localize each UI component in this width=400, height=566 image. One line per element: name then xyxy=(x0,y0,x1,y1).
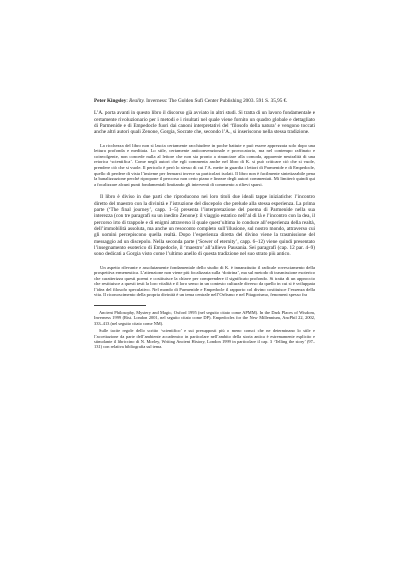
paragraph-style-note: La ricchezza del libro non si lascia certamente racchiudere in poche battute e può essere apprezzata solo dopo una lettura profonda e meditata. Lo stile, certamente anticonvenzionale e provocatorio, ma nel contempo raffinato e coinvolgente, non concede nulla al lettore che non sia pronto a rinunciare alla comoda, apparente neutralità di una retorica ‘scientifica’. Come negli autori che egli commenta anche nel libro di K. si può criticare ciò che si vuole, prendere ciò che si vuole. Il pericolo è però lo stesso di cui l’A. mette in guardia i lettori di Parmenide e di Empedocle, quello di perdere di vista l’insieme per fermarsi invece su particolari isolati. Il libro non è facilmente sintetizzabile pena la banalizzazione perché ripropone il percorso non certo piano e lineare degli autori commentati. Mi limiterò quindi qui a focalizzare alcuni punti fondamentali limitando gli interventi di commento a rilievi sparsi. xyxy=(94,142,315,187)
review-page xyxy=(94,98,315,352)
footnote-1: Ancient Philosophy, Mystery and Magic, Oxford 1995 (nel seguito citato come APMM). In the Dark Places of Wisdom, Inverness 1999 (Rist. London 2001, nel seguito citato come DP). Empedocles for the New Millennium, AncPhil 22, 2002, 333–413 (nel seguito citato come NM). xyxy=(94,309,315,326)
citation-book-title: Reality. xyxy=(129,98,145,104)
review-body xyxy=(94,110,315,297)
citation-details: Inverness: The Golden Sufi Center Publishing 2003. 591 S. 35,95 €. xyxy=(146,98,288,104)
citation-author: Peter Kingsley xyxy=(94,98,127,104)
paragraph-intro: L’A. porta avanti in questo libro il discorso già avviato in altri studi. Si tratta di un lavoro fondamentale e certamente rivoluzionario per i metodi e i risultati nel quale viene fornito un quadro globale e dettagliato di Parmenide e di Empedocle fuori dai canoni interpretativi del ‘filosofo della natura’ e vengono toccati anche altri autori quali Zenone, Gorgia, Socrate che, secondo l’A., si inseriscono nella stessa tradizione. xyxy=(94,110,315,136)
paragraph-hermeneutics: Un aspetto rilevante e assolutamente fondamentale dello studio di K. è innanzitutto il radicale rovesciamento della prospettiva ermeneutica. L’attenzione non viene più focalizzata sulla ‘dottrina’, ma sul metodo di trasmissione esoterico che caratterizza questi poemi e costituisce la chiave per comprendere il significato profondo. Si tratta di un approccio che restituisce a questi testi la loro vitalità e il loro senso in un contesto culturale diverso da quello in cui si è sviluppata l’idea del filosofo speculativo. Nel mondo di Parmenide e Empedocle il rapporto col divino costituisce l’essenza della vita. Il riconoscimento della propria divinità è un tema centrale nell’Orfismo e nel Pitagorismo, fenomeni spesso fra xyxy=(94,264,315,298)
footnotes xyxy=(94,310,315,350)
book-citation: Peter Kingsley: Reality. Inverness: The Golden Sufi Center Publishing 2003. 591 S. 35,95 €. xyxy=(94,98,288,104)
paragraph-structure: Il libro è diviso in due parti che riproducono nei loro titoli due ideali tappe iniziatiche: l’incontro diretto del maestro con la divinità e l’istruzione del discepolo che prelude alla stessa esperienza. La prima parte (‘The final journey’, capp. 1–5) presenta l’interpretazione del poema di Parmenide nella sua interezza (con tre paragrafi su un inedito Zenone): il viaggio estatico nell’al di là e l’incontro con la dea, il percorso irto di trappole e di enigmi attraverso il quale quest’ultima lo conduce all’esperienza della realtà, dell’immobilità assoluta, ma anche un resoconto completo sull’illusione, sul nostro mondo, attraverso cui gli uomini percepiscono quella realtà. Dopo l’esperienza diretta del divino viene la trasmissione del messaggio ad un discepolo. Nella seconda parte (‘Sower of eternity’, capp. 6–12) viene quindi presentato l’insegnamento esoterico di Empedocle, il ‘maestro’ all’allievo Pausania. Sei paragrafi (cap. 12 par. 4–9) sono dedicati a Gorgia visto come l’ultimo anello di questa tradizione nel suo strato più antico. xyxy=(94,194,315,258)
footnote-divider xyxy=(94,305,146,306)
footnote-2: Sulle tacite regole dello scritto ‘scientifico’ e sui presupposti più o meno consci che ne determinano lo stile e l’accettazione da parte dell’ambiente accademico in particolare nell’ambito della storia antica è estremamente esplicito e stimolante il libriccino di N. Morley, Writing Ancient History, London 1999 in particolare il cap. 3 ‘Telling the story’ (97–131) con relativa bibliografia sul tema. xyxy=(94,328,315,350)
